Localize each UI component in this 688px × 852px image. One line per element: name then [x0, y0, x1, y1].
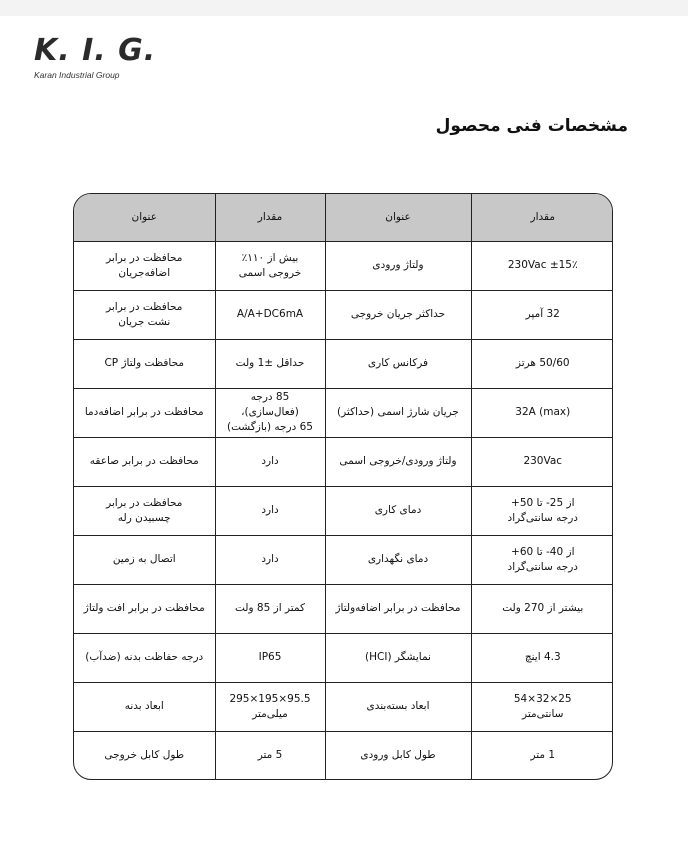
table-cell: دارد — [215, 535, 325, 584]
table-cell: نمایشگر (HCI) — [325, 633, 471, 682]
column-header: مقدار — [471, 194, 613, 241]
table-cell: محافظت ولتاژ CP — [74, 339, 215, 388]
table-cell: طول کابل ورودی — [325, 731, 471, 780]
table-header-row — [74, 194, 613, 241]
table-row — [74, 535, 613, 584]
table-cell: دارد — [215, 437, 325, 486]
table-cell: اتصال به زمین — [74, 535, 215, 584]
logo-wordmark — [34, 34, 174, 68]
table-cell: دمای نگهداری — [325, 535, 471, 584]
table-cell: A/A+DC6mA — [215, 290, 325, 339]
table-cell: محافظت در برابر نشت جریان — [74, 290, 215, 339]
table-cell: حداقل ±1 ولت — [215, 339, 325, 388]
page-title: مشخصات فنی محصول — [435, 116, 628, 136]
table-cell: جریان شارژ اسمی (حداکثر) — [325, 388, 471, 437]
table-cell: فرکانس کاری — [325, 339, 471, 388]
column-header: عنوان — [74, 194, 215, 241]
table-cell: بیشتر از 270 ولت — [471, 584, 613, 633]
column-header: مقدار — [215, 194, 325, 241]
kig-logo — [34, 34, 174, 84]
table-cell: بیش از ۱۱۰٪ خروجی اسمی — [215, 241, 325, 290]
table-row — [74, 290, 613, 339]
table-cell: 32A (max) — [471, 388, 613, 437]
table-cell: IP65 — [215, 633, 325, 682]
table-cell: محافظت در برابر صاعقه — [74, 437, 215, 486]
table-row — [74, 388, 613, 437]
table-cell: ولتاژ ورودی — [325, 241, 471, 290]
table-cell: حداکثر جریان خروجی — [325, 290, 471, 339]
table-row — [74, 486, 613, 535]
table-cell: محافظت در برابر افت ولتاژ — [74, 584, 215, 633]
table-cell: محافظت در برابر چسبیدن رله — [74, 486, 215, 535]
table-cell: محافظت در برابر اضافه‌ولتاژ — [325, 584, 471, 633]
logo-text: K. I. G. — [34, 33, 157, 68]
top-bar — [0, 0, 688, 16]
table-cell: ابعاد بسته‌بندی — [325, 682, 471, 731]
table-cell: 4.3 اینچ — [471, 633, 613, 682]
table-cell: طول کابل خروجی — [74, 731, 215, 780]
table-cell: 50/60 هرتز — [471, 339, 613, 388]
table-body — [74, 241, 613, 780]
table-row — [74, 731, 613, 780]
table-row — [74, 682, 613, 731]
table-cell: از 40- تا 60+ درجه سانتی‌گراد — [471, 535, 613, 584]
table-row — [74, 339, 613, 388]
table-cell: 1 متر — [530, 749, 556, 762]
table-cell: ابعاد بدنه — [74, 682, 215, 731]
table-cell: 230Vac — [471, 437, 613, 486]
table-cell: محافظت در برابر اضافه‌دما — [74, 388, 215, 437]
table-cell: دمای کاری — [325, 486, 471, 535]
spec-table — [73, 193, 613, 780]
table-cell: دارد — [215, 486, 325, 535]
table-row — [74, 584, 613, 633]
table-cell: ولتاژ ورودی/خروجی اسمی — [325, 437, 471, 486]
table-header — [74, 194, 613, 241]
logo-subtitle: Karan Industrial Group — [34, 70, 120, 80]
table-row — [74, 437, 613, 486]
table-cell: 230Vac ±15٪ — [471, 241, 613, 290]
table-row — [74, 241, 613, 290]
table-cell: محافظت در برابر اضافه‌جریان — [74, 241, 215, 290]
table-cell: 85 درجه (فعال‌سازی)، 65 درجه (بازگشت) — [215, 388, 325, 437]
table-cell: 95.5×195×295 میلی‌متر — [215, 682, 325, 731]
table-row — [74, 633, 613, 682]
column-header: عنوان — [325, 194, 471, 241]
table-cell: درجه حفاظت بدنه (ضدآب) — [74, 633, 215, 682]
table-cell: 32 آمپر — [471, 290, 613, 339]
table-cell: 5 متر — [215, 731, 325, 780]
table-cell: 25×32×54 سانتی‌متر — [471, 682, 613, 731]
table-cell: کمتر از 85 ولت — [215, 584, 325, 633]
table-cell: از 25- تا 50+ درجه سانتی‌گراد — [471, 486, 613, 535]
